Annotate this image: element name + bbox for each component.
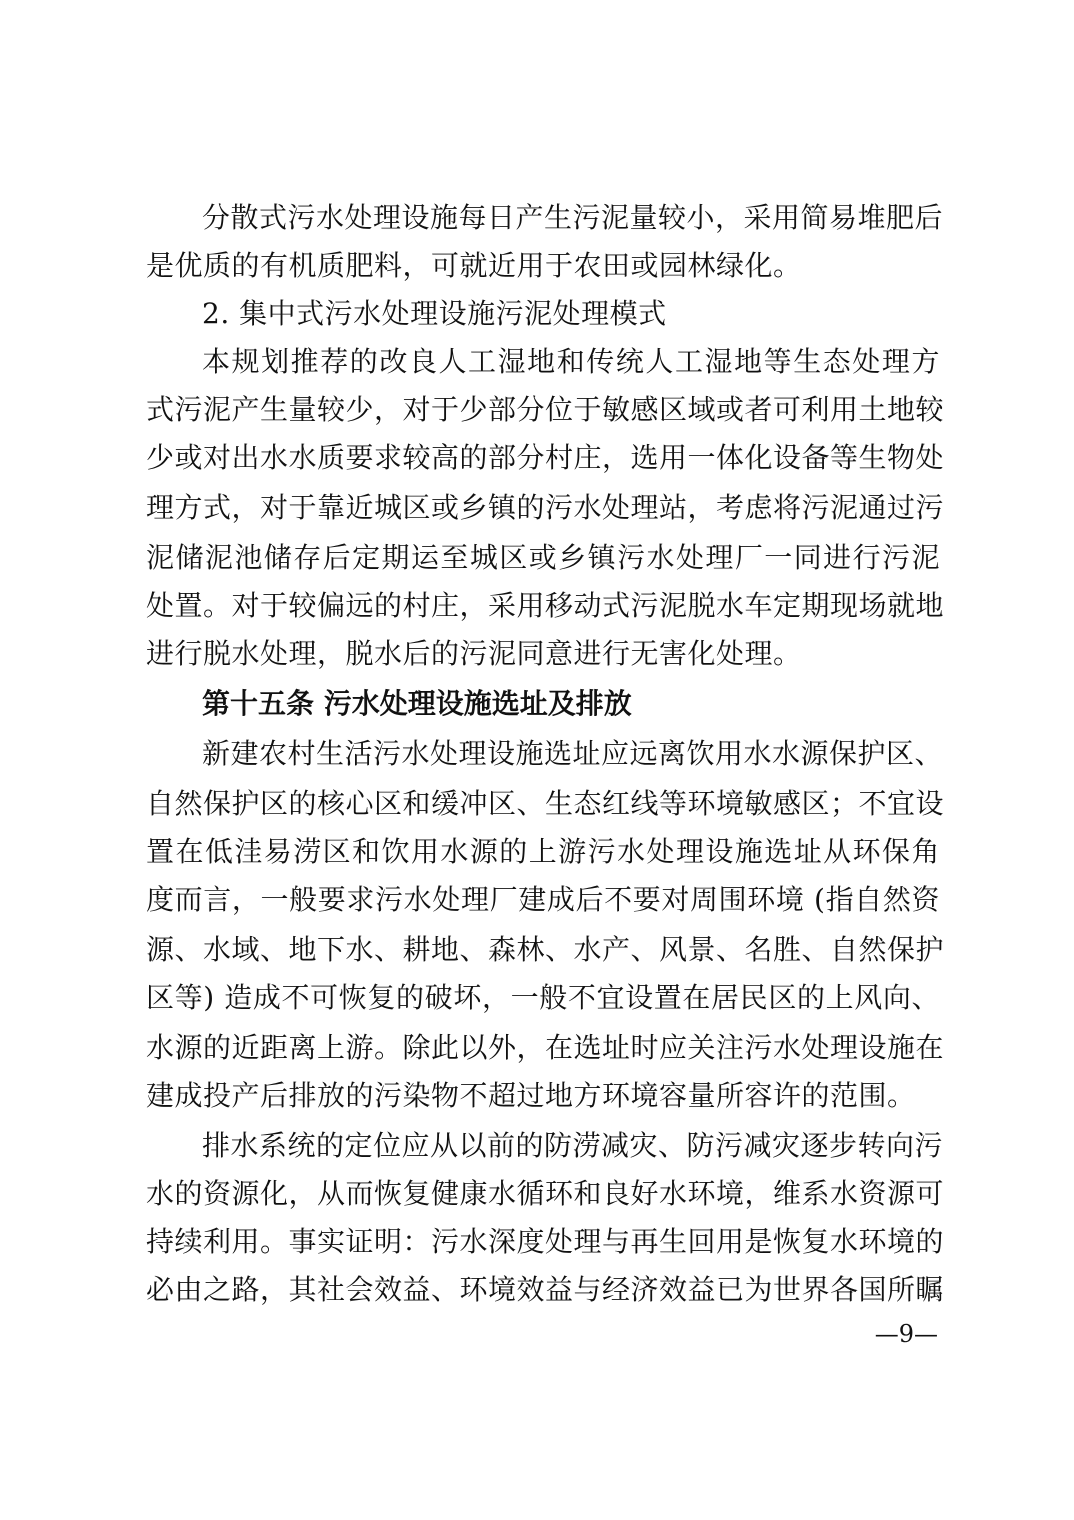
paragraph-line: 置在低洼易涝区和饮用水源的上游污水处理设施选址从环保角 [146, 835, 940, 868]
paragraph-line: 理方式，对于靠近城区或乡镇的污水处理站，考虑将污泥通过污 [146, 491, 945, 524]
paragraph-line: 水的资源化，从而恢复健康水循环和良好水环境，维系水资源可 [146, 1177, 945, 1210]
paragraph-line: 进行脱水处理，脱水后的污泥同意进行无害化处理。 [146, 637, 802, 670]
paragraph-line: 源、水域、地下水、耕地、森林、水产、风景、名胜、自然保护 [146, 933, 945, 966]
paragraph-line: 区等) 造成不可恢复的破坏，一般不宜设置在居民区的上风向、 [146, 981, 940, 1014]
paragraph-line: 本规划推荐的改良人工湿地和传统人工湿地等生态处理方 [202, 345, 940, 378]
section-subheading: 2. 集中式污水处理设施污泥处理模式 [202, 297, 667, 330]
paragraph-line: 分散式污水处理设施每日产生污泥量较小，采用简易堆肥后 [202, 201, 944, 234]
paragraph-line: 处置。对于较偏远的村庄，采用移动式污泥脱水车定期现场就地 [146, 589, 945, 622]
paragraph-line: 少或对出水水质要求较高的部分村庄，选用一体化设备等生物处 [146, 441, 945, 474]
paragraph-line: 必由之路，其社会效益、环境效益与经济效益已为世界各国所瞩 [146, 1273, 945, 1306]
paragraph-line: 度而言，一般要求污水处理厂建成后不要对周围环境 (指自然资 [146, 883, 940, 916]
article-heading: 第十五条 污水处理设施选址及排放 [202, 687, 632, 720]
page-number: —9— [874, 1320, 938, 1348]
paragraph-line: 新建农村生活污水处理设施选址应远离饮用水水源保护区、 [202, 737, 944, 770]
paragraph-line: 式污泥产生量较少，对于少部分位于敏感区域或者可利用土地较 [146, 393, 945, 426]
paragraph-line: 自然保护区的核心区和缓冲区、生态红线等环境敏感区；不宜设 [146, 787, 945, 820]
paragraph-line: 是优质的有机质肥料，可就近用于农田或园林绿化。 [146, 249, 802, 282]
paragraph-line: 排水系统的定位应从以前的防涝减灾、防污减灾逐步转向污 [202, 1129, 944, 1162]
paragraph-line: 持续利用。事实证明：污水深度处理与再生回用是恢复水环境的 [146, 1225, 945, 1258]
paragraph-line: 水源的近距离上游。除此以外，在选址时应关注污水处理设施在 [146, 1031, 945, 1064]
paragraph-line: 建成投产后排放的污染物不超过地方环境容量所容许的范围。 [146, 1079, 916, 1112]
paragraph-line: 泥储泥池储存后定期运至城区或乡镇污水处理厂一同进行污泥 [146, 541, 940, 574]
